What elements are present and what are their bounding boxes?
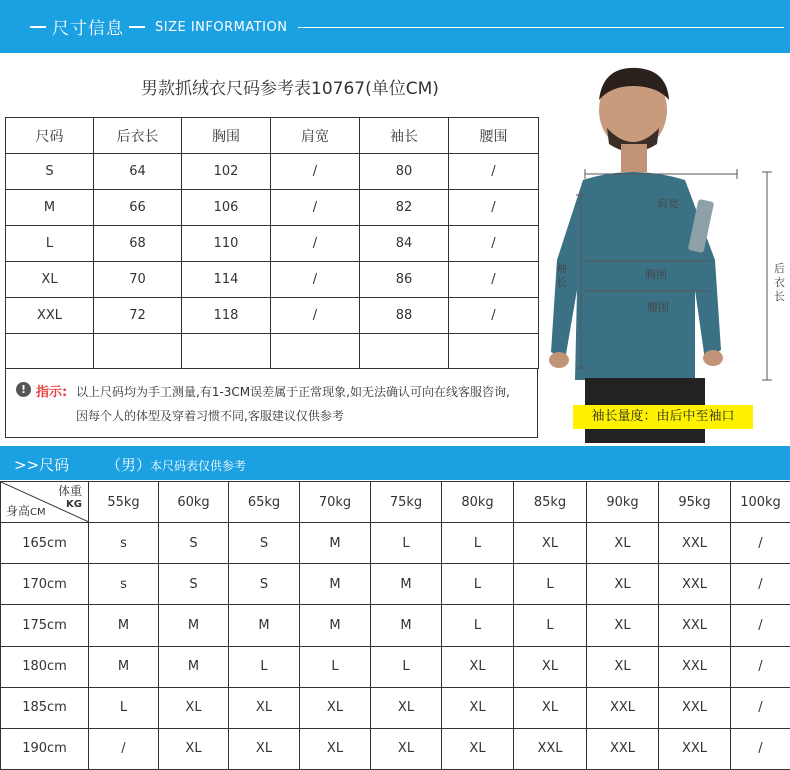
size-cell: XXL xyxy=(587,728,659,769)
weight-header: 75kg xyxy=(371,482,442,523)
corner-weight-unit: KG xyxy=(66,499,82,510)
corner-height-text: 身高 xyxy=(6,504,31,519)
sleeve-measure-note: 袖长量度：由后中至袖口 xyxy=(573,405,753,429)
model-label-back-length: 后衣长 xyxy=(774,262,785,303)
cell: M xyxy=(6,190,94,226)
corner-weight-text: 体重 xyxy=(57,484,82,498)
weight-header: 70kg xyxy=(300,482,371,523)
size-guide-gender: （男） xyxy=(106,456,152,474)
size-cell: M xyxy=(300,523,371,564)
corner-weight-label xyxy=(58,485,82,511)
size-cell: XL xyxy=(587,605,659,646)
size-cell: L xyxy=(229,646,300,687)
cell: / xyxy=(449,262,539,298)
note-label: 指示: xyxy=(36,385,68,400)
size-cell: L xyxy=(371,523,442,564)
size-table xyxy=(5,117,539,369)
cell: 88 xyxy=(360,298,449,334)
size-cell: XL xyxy=(587,564,659,605)
cell: / xyxy=(271,226,360,262)
model-label-sleeve: 袖长 xyxy=(556,262,567,289)
size-cell: M xyxy=(89,605,159,646)
corner-height-label xyxy=(6,502,46,519)
cell: 82 xyxy=(360,190,449,226)
model-label-waist: 腰围 xyxy=(647,301,669,314)
cell xyxy=(360,334,449,369)
cell: / xyxy=(449,226,539,262)
banner-title-cn: 尺寸信息 xyxy=(52,19,124,39)
size-cell: s xyxy=(89,564,159,605)
size-cell: s xyxy=(89,523,159,564)
table-row xyxy=(1,605,790,646)
size-cell: L xyxy=(89,687,159,728)
size-cell: L xyxy=(442,605,514,646)
height-cell: 175cm xyxy=(1,605,89,646)
banner-title-en: SIZE INFORMATION xyxy=(155,20,288,35)
size-cell: L xyxy=(514,564,587,605)
banner-divider-line xyxy=(298,27,784,28)
weight-header: 55kg xyxy=(89,482,159,523)
note-box xyxy=(5,369,538,438)
size-cell: XXL xyxy=(659,687,731,728)
size-cell: XL xyxy=(300,687,371,728)
size-cell: S xyxy=(159,564,229,605)
weight-height-body xyxy=(1,523,790,770)
section-banner xyxy=(0,0,790,53)
size-cell: XL xyxy=(371,687,442,728)
model-label-shoulder: 肩宽 xyxy=(657,197,679,210)
note-text-line1: 以上尺码均为手工测量,有1-3CM误差属于正常现象,如无法确认可向在线客服咨询, xyxy=(76,385,510,399)
cell: 102 xyxy=(182,154,271,190)
info-icon: ! xyxy=(16,382,31,397)
cell: / xyxy=(449,190,539,226)
model-figure-svg xyxy=(545,60,790,443)
cell: 66 xyxy=(94,190,182,226)
note-text-line2: 因每个人的体型及穿着习惯不同,客服建议仅供参考 xyxy=(76,409,344,423)
cell xyxy=(271,334,360,369)
model-hand-left xyxy=(703,350,723,366)
size-cell: S xyxy=(229,523,300,564)
table-row xyxy=(1,646,790,687)
size-cell: M xyxy=(159,646,229,687)
size-cell: L xyxy=(300,646,371,687)
table-row xyxy=(1,523,790,564)
weight-header: 85kg xyxy=(514,482,587,523)
size-cell: XL xyxy=(514,523,587,564)
cell: 64 xyxy=(94,154,182,190)
size-cell: XL xyxy=(300,728,371,769)
size-cell: XL xyxy=(442,687,514,728)
size-cell: / xyxy=(731,605,790,646)
cell xyxy=(94,334,182,369)
size-cell: M xyxy=(229,605,300,646)
size-cell: XL xyxy=(371,728,442,769)
size-cell: M xyxy=(300,605,371,646)
table-row xyxy=(6,154,539,190)
weight-header-row xyxy=(1,482,790,523)
size-cell: XL xyxy=(442,646,514,687)
size-cell: M xyxy=(159,605,229,646)
weight-header: 65kg xyxy=(229,482,300,523)
model-photo xyxy=(545,60,790,443)
cell: / xyxy=(271,298,360,334)
table-row xyxy=(1,687,790,728)
weight-header: 60kg xyxy=(159,482,229,523)
table-row xyxy=(1,564,790,605)
model-hand-right xyxy=(549,352,569,368)
cell: 84 xyxy=(360,226,449,262)
size-cell: M xyxy=(300,564,371,605)
height-cell: 165cm xyxy=(1,523,89,564)
cell: 86 xyxy=(360,262,449,298)
size-cell: XL xyxy=(514,687,587,728)
size-cell: XL xyxy=(229,728,300,769)
weight-header: 100kg xyxy=(731,482,790,523)
header-chest: 胸围 xyxy=(182,118,271,154)
model-shirt xyxy=(551,172,721,380)
banner-dash-right xyxy=(129,26,145,28)
cell xyxy=(6,334,94,369)
weight-header: 90kg xyxy=(587,482,659,523)
height-cell: 170cm xyxy=(1,564,89,605)
size-cell: M xyxy=(89,646,159,687)
cell: 72 xyxy=(94,298,182,334)
size-cell: M xyxy=(371,564,442,605)
cell: / xyxy=(449,298,539,334)
cell: 106 xyxy=(182,190,271,226)
size-cell: XL xyxy=(587,646,659,687)
size-cell: XXL xyxy=(659,605,731,646)
cell: / xyxy=(449,154,539,190)
size-cell: / xyxy=(731,523,790,564)
cell: 118 xyxy=(182,298,271,334)
size-cell: XL xyxy=(514,646,587,687)
size-cell: L xyxy=(514,605,587,646)
weight-height-table xyxy=(0,481,790,770)
table-row xyxy=(6,298,539,334)
height-cell: 180cm xyxy=(1,646,89,687)
size-cell: XL xyxy=(587,523,659,564)
table-row xyxy=(6,262,539,298)
cell: 114 xyxy=(182,262,271,298)
size-cell: L xyxy=(442,564,514,605)
model-neck xyxy=(621,144,647,172)
header-size: 尺码 xyxy=(6,118,94,154)
cell: / xyxy=(271,154,360,190)
size-guide-title: >>尺码 xyxy=(14,456,70,474)
size-guide-note: 本尺码表仅供参考 xyxy=(150,459,247,473)
size-cell: XL xyxy=(159,728,229,769)
corner-height-unit: CM xyxy=(30,507,46,519)
height-cell: 190cm xyxy=(1,728,89,769)
size-cell: L xyxy=(442,523,514,564)
size-cell: XL xyxy=(159,687,229,728)
size-cell: XL xyxy=(229,687,300,728)
cell xyxy=(182,334,271,369)
cell: L xyxy=(6,226,94,262)
header-shoulder: 肩宽 xyxy=(271,118,360,154)
cell: 110 xyxy=(182,226,271,262)
cell: 70 xyxy=(94,262,182,298)
size-cell: S xyxy=(229,564,300,605)
size-cell: / xyxy=(89,728,159,769)
size-cell: XXL xyxy=(659,564,731,605)
size-cell: XXL xyxy=(659,523,731,564)
header-waist: 腰围 xyxy=(449,118,539,154)
banner-dash-left xyxy=(30,26,46,28)
size-cell: / xyxy=(731,728,790,769)
size-cell: XXL xyxy=(659,728,731,769)
model-label-chest: 胸围 xyxy=(645,268,667,281)
header-sleeve: 袖长 xyxy=(360,118,449,154)
table-row xyxy=(6,226,539,262)
size-cell: S xyxy=(159,523,229,564)
cell: XL xyxy=(6,262,94,298)
size-guide-bar xyxy=(0,446,790,480)
size-cell: L xyxy=(371,646,442,687)
size-cell: XXL xyxy=(587,687,659,728)
table-corner-cell xyxy=(1,482,89,523)
size-table-header xyxy=(6,118,539,154)
cell: / xyxy=(271,190,360,226)
size-cell: XL xyxy=(442,728,514,769)
cell: 80 xyxy=(360,154,449,190)
size-cell: / xyxy=(731,687,790,728)
size-cell: / xyxy=(731,646,790,687)
cell: 68 xyxy=(94,226,182,262)
size-cell: M xyxy=(371,605,442,646)
size-cell: / xyxy=(731,564,790,605)
cell: S xyxy=(6,154,94,190)
cell: / xyxy=(271,262,360,298)
height-cell: 185cm xyxy=(1,687,89,728)
table-row-empty xyxy=(6,334,539,369)
size-cell: XXL xyxy=(659,646,731,687)
size-cell: XXL xyxy=(514,728,587,769)
cell: XXL xyxy=(6,298,94,334)
weight-header: 95kg xyxy=(659,482,731,523)
cell xyxy=(449,334,539,369)
table-row xyxy=(1,728,790,769)
table-row xyxy=(6,190,539,226)
weight-header: 80kg xyxy=(442,482,514,523)
size-table-title: 男款抓绒衣尺码参考表10767(单位CM) xyxy=(141,79,439,99)
header-back-length: 后衣长 xyxy=(94,118,182,154)
